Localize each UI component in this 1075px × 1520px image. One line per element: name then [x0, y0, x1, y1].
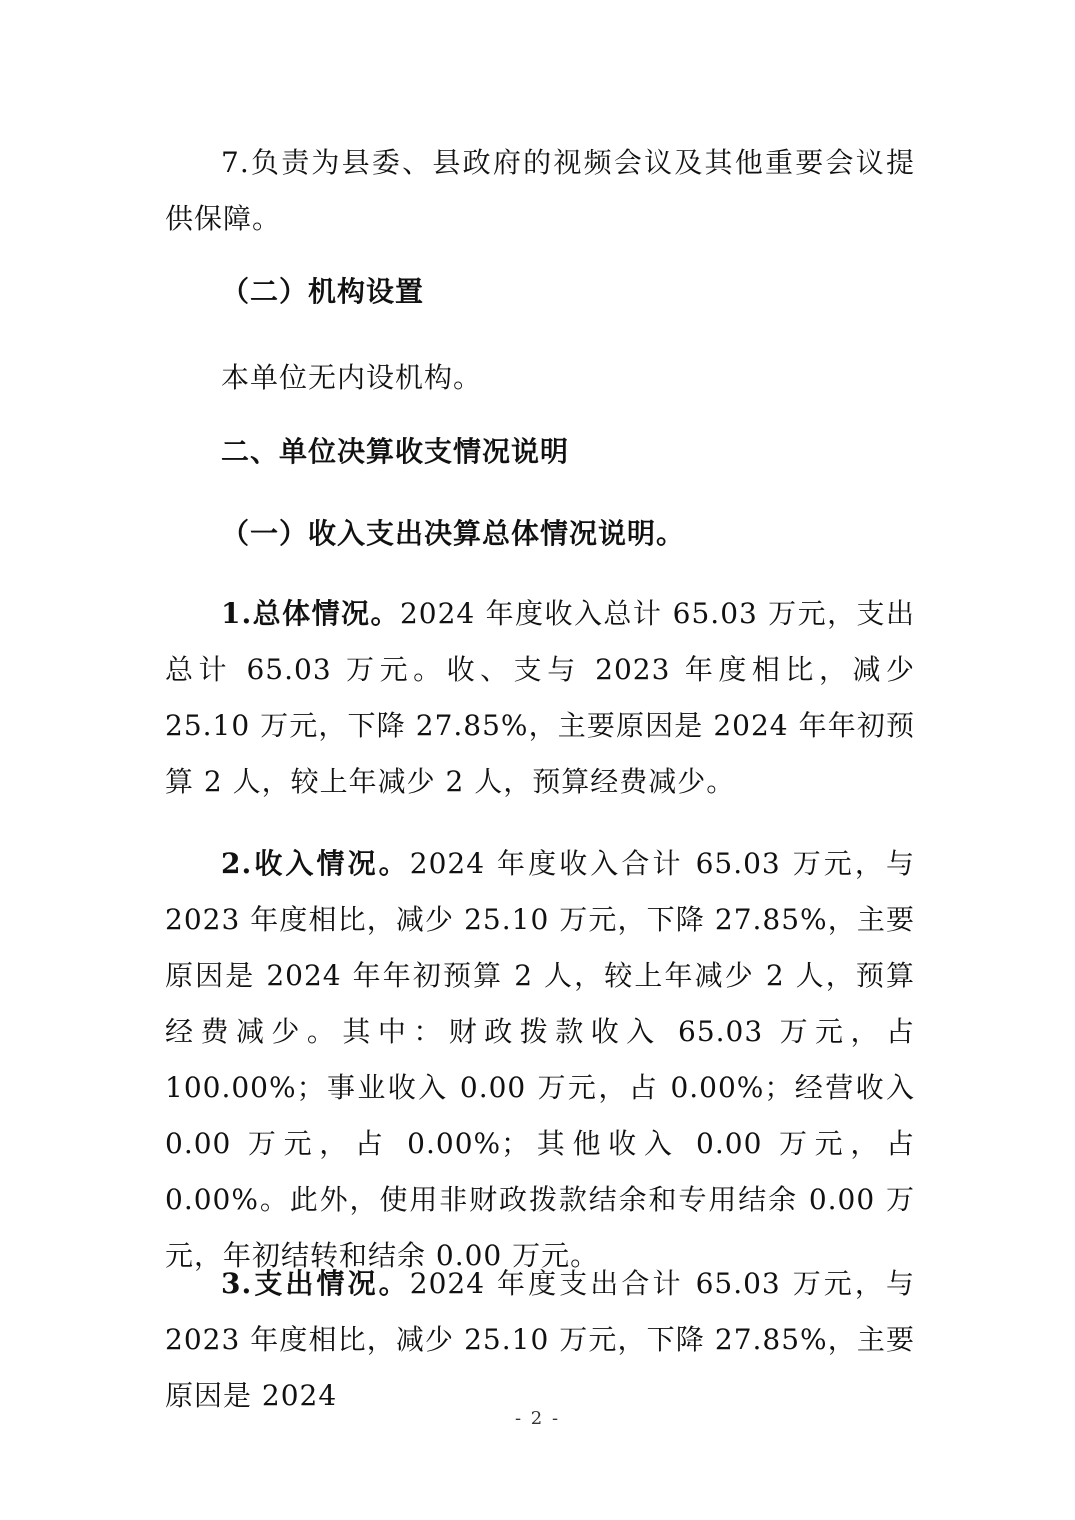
- paragraph-income-situation: [165, 836, 915, 1284]
- subsection-title-text: （一）收入支出决算总体情况说明。: [221, 517, 686, 550]
- expense-body: 2024 年度支出合计 65.03 万元，与 2023 年度相比，减少 25.10 万元，下降 27.85%，主要原因是 2024: [165, 1267, 915, 1412]
- expense-lead: 3.支出情况。: [221, 1267, 410, 1300]
- page-number: - 2 -: [514, 1408, 561, 1429]
- paragraph-duty-7: [165, 135, 915, 247]
- overall-lead: 1.总体情况。: [221, 597, 400, 630]
- income-lead: 2.收入情况。: [221, 847, 410, 880]
- subsection-title-overall: [165, 506, 915, 562]
- income-body: 2024 年度收入合计 65.03 万元，与 2023 年度相比，减少 25.10 万元，下降 27.85%，主要原因是 2024 年年初预算 2 人，较上年减少 2 人，预算经费减少。其中：财政拨款收入 65.03 万元，占 100.00%；事业收入 0.00 万元，占 0.00%；经营收入 0.00 万元，占 0.00%；其他收入 0.00 万元，占 0.00%。此外，使用非财政拨款结余和专用结余 0.00 万元，年初结转和结余 0.00 万元。: [165, 847, 915, 1272]
- paragraph-overall-situation: [165, 586, 915, 810]
- duty-7-text: 7.负责为县委、县政府的视频会议及其他重要会议提供保障。: [165, 146, 915, 235]
- section-title-text: （二）机构设置: [221, 275, 425, 308]
- paragraph-expense-situation: [165, 1256, 915, 1424]
- overall-body: 2024 年度收入总计 65.03 万元，支出总计 65.03 万元。收、支与 2023 年度相比，减少 25.10 万元，下降 27.85%，主要原因是 2024 年年初预算 2 人，较上年减少 2 人，预算经费减少。: [165, 597, 915, 798]
- part-title-text: 二、单位决算收支情况说明: [221, 435, 570, 468]
- part-title-budget-explanation: [165, 424, 915, 480]
- no-internal-units-text: 本单位无内设机构。: [221, 361, 483, 394]
- section-title-institution: [165, 264, 915, 320]
- paragraph-no-internal-units: [165, 350, 915, 406]
